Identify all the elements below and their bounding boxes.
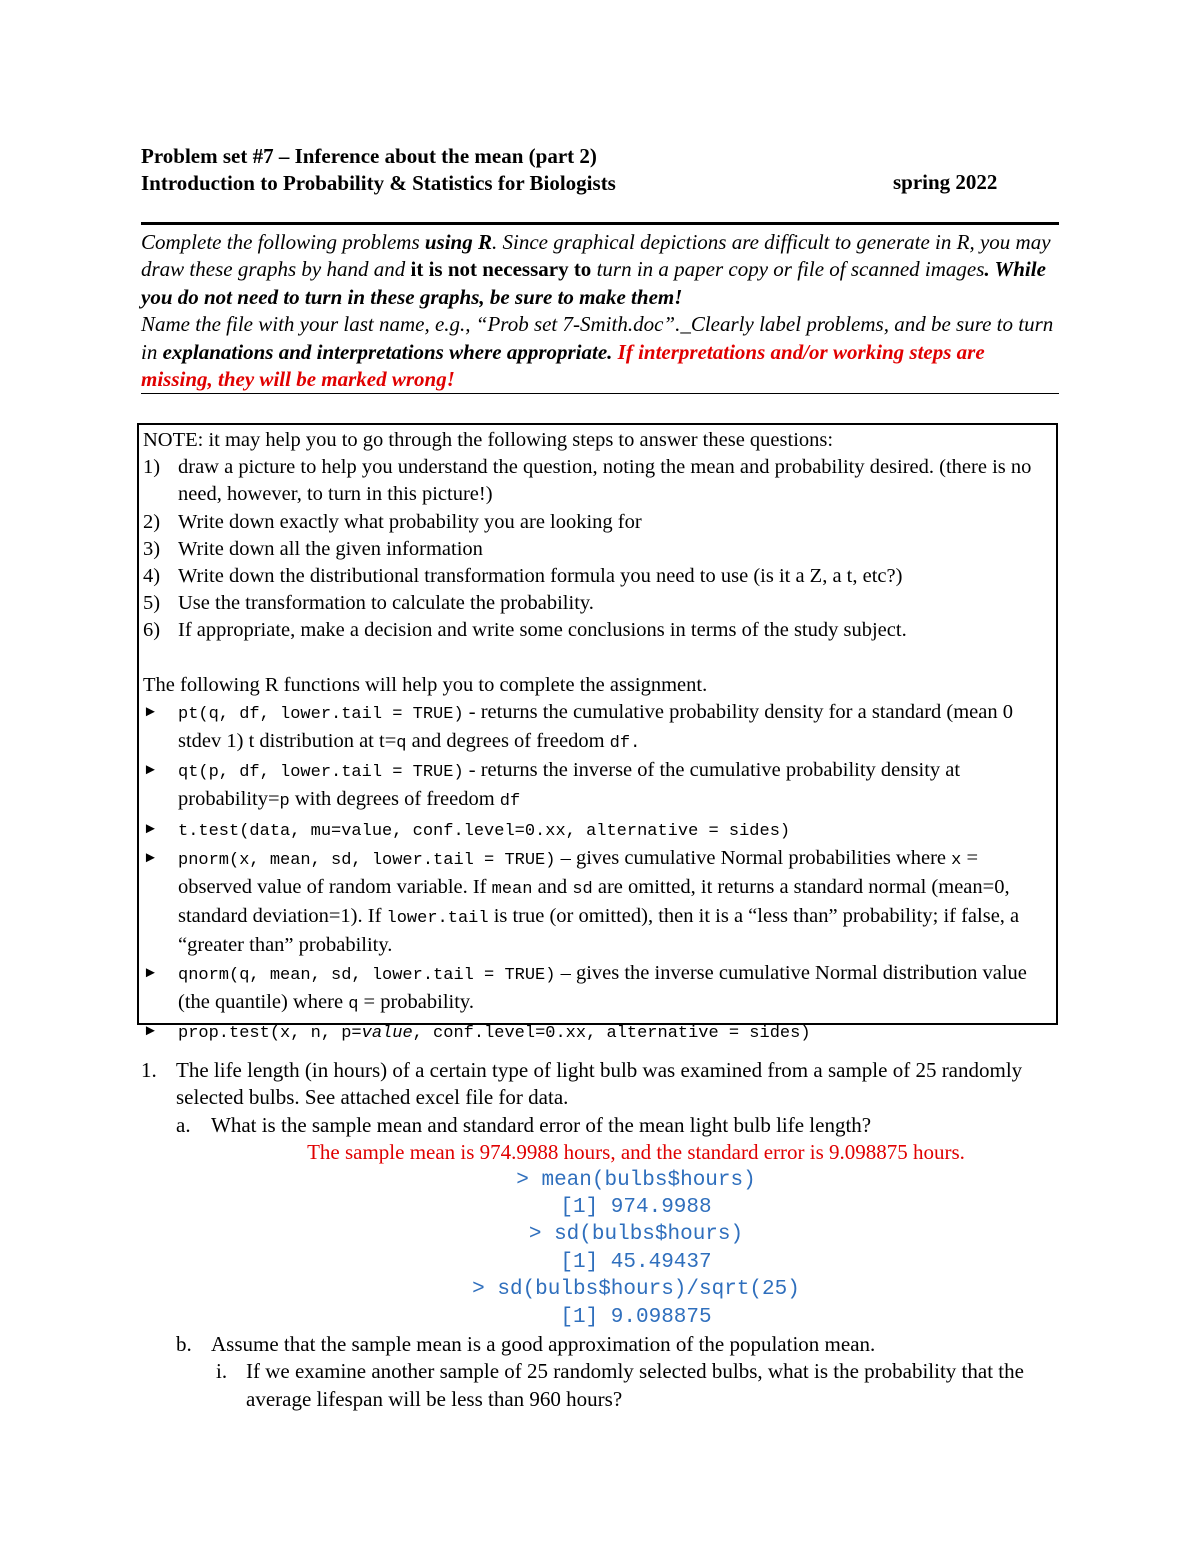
bullet-arrow-icon: ► (143, 964, 158, 981)
instructions-rule (141, 393, 1059, 394)
page-title: Problem set #7 – Inference about the mean (part 2) (141, 144, 597, 168)
bullet-arrow-icon: ► (143, 1023, 158, 1040)
functions-intro: The following R functions will help you to complete the assignment. (143, 673, 708, 696)
part-a-label: a. (176, 1112, 191, 1137)
function-qt: ► qt(p, df, lower.tail = TRUE) - returns the inverse of the cumulative probability density at probability=p with degrees of freedom df (143, 757, 1052, 815)
instr-text-1: Complete the following problems (141, 230, 425, 254)
bullet-arrow-icon: ► (143, 849, 158, 866)
bullet-arrow-icon: ► (143, 762, 158, 779)
function-qnorm: ► qnorm(q, mean, sd, lower.tail = TRUE) – gives the inverse cumulative Normal distribution value (the quantile) where q = probability. (143, 960, 1052, 1018)
instr-bold-3: . While you do not need to turn in these graphs, be sure to make them! (141, 257, 1046, 309)
instr-warning: If interpretations and/or working steps are missing, they will be marked wrong! (141, 339, 985, 392)
instr-text-4: Name the file with your last name, e.g., “Prob set 7-Smith.doc”._Clearly label problems, and be sure to turn in (141, 312, 1054, 364)
r-output-line: [1] 9.098875 (560, 1305, 712, 1329)
r-output-line: [1] 45.49437 (560, 1250, 712, 1274)
note-step: 2) Write down exactly what probability you are looking for (143, 510, 642, 533)
instr-bold-1: using R (424, 230, 492, 254)
note-step: 5) Use the transformation to calculate the probability. (143, 592, 594, 615)
term-label: spring 2022 (893, 170, 998, 194)
note-step: 1) draw a picture to help you understand the question, noting the mean and probability desired. (there is no need, however, to turn in this picture!) (143, 456, 1032, 506)
bullet-arrow-icon: ► (143, 820, 158, 837)
instr-text-2: . Since graphical depictions are difficult to generate in R, you may draw these graphs by hand and (141, 230, 1051, 282)
r-code-line: > sd(bulbs$hours) (528, 1223, 744, 1247)
part-a-text: What is the sample mean and standard error of the mean light bulb life length? (211, 1112, 872, 1137)
bullet-arrow-icon: ► (143, 703, 158, 720)
instructions (141, 229, 1061, 393)
r-output-line: [1] 974.9988 (560, 1196, 712, 1220)
header-rule (141, 222, 1059, 225)
part-i-text: If we examine another sample of 25 randomly selected bulbs, what is the probability that the average lifespan will be less than 960 hours? (246, 1359, 1024, 1411)
note-box (137, 423, 1058, 1044)
part-b-text: Assume that the sample mean is a good approximation of the population mean. (211, 1332, 876, 1357)
part-i-label: i. (216, 1359, 228, 1384)
instr-bold-4: explanations and interpretations where appropriate. (162, 339, 613, 364)
function-prop-test: ► prop.test(x, n, p=value, conf.level=0.xx, alternative = sides) (143, 1018, 1052, 1047)
problem-1 (141, 1057, 1061, 1413)
r-code-line: > mean(bulbs$hours) (516, 1168, 756, 1192)
function-t-test: ► t.test(data, mu=value, conf.level=0.xx, alternative = sides) (143, 816, 1052, 845)
part-b-label: b. (176, 1332, 192, 1357)
note-step: 4) Write down the distributional transformation formula you need to use (is it a Z, a t, etc?) (143, 565, 903, 588)
problem-text: The life length (in hours) of a certain type of light bulb was examined from a sample of 25 randomly selected bulbs. See attached excel file for data. (176, 1058, 1023, 1110)
note-step: 3) Write down all the given information (143, 537, 483, 560)
note-step: 6) If appropriate, make a decision and write some conclusions in terms of the study subject. (143, 619, 907, 642)
instr-bold-2: it is not necessary to (410, 257, 592, 282)
function-pnorm: ► pnorm(x, mean, sd, lower.tail = TRUE) – gives cumulative Normal probabilities where x = observed value of random variable. If mean and sd are omitted, it returns a standard normal (mean=0, standard deviation=1). If lower.tail is true (or omitted), then it is a “less than” probability; if false, a “greater than” probability. (143, 845, 1052, 960)
instr-text-3: turn in a paper copy or file of scanned images (591, 257, 985, 282)
function-pt: ► pt(q, df, lower.tail = TRUE) - returns the cumulative probability density for a standard (mean 0 stdev 1) t distribution at t=q and degrees of freedom df. (143, 699, 1052, 757)
problem-number: 1. (141, 1058, 157, 1082)
answer-a: The sample mean is 974.9988 hours, and the standard error is 9.098875 hours. (307, 1140, 965, 1165)
note-intro: NOTE: it may help you to go through the following steps to answer these questions: (143, 429, 834, 451)
course-title: Introduction to Probability & Statistics for Biologists (141, 171, 616, 195)
r-code-line: > sd(bulbs$hours)/sqrt(25) (472, 1278, 800, 1302)
